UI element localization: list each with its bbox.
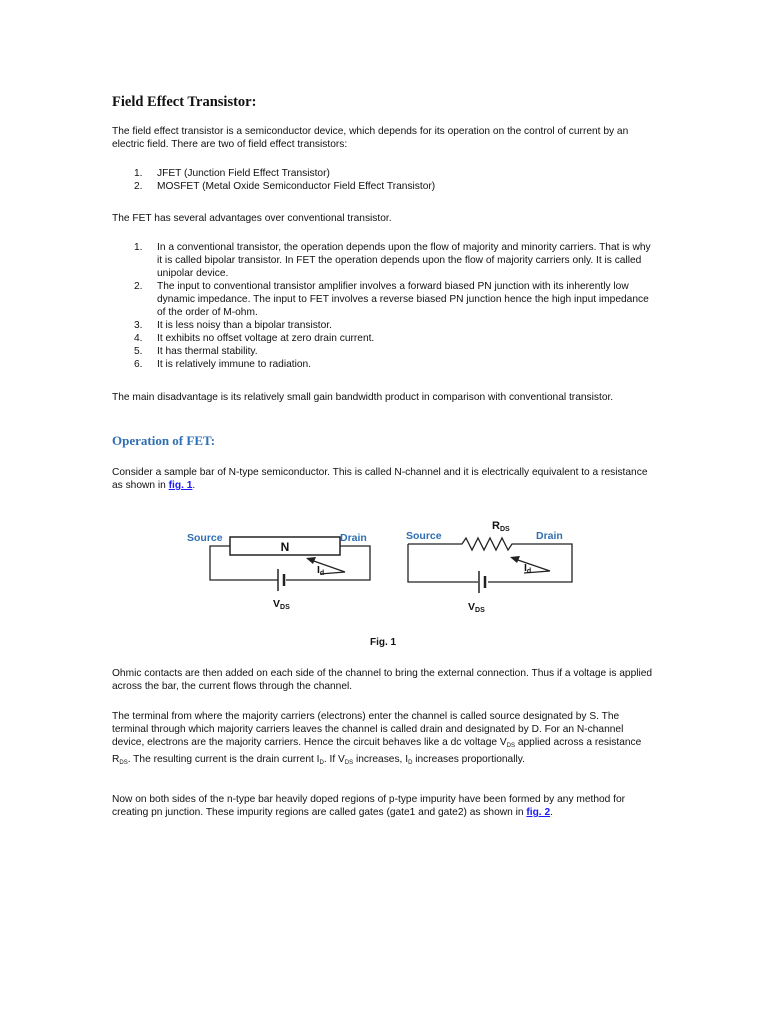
text-span: . If V <box>323 754 345 765</box>
text-span: . <box>192 480 196 491</box>
text-span: The terminal from where the majority carriers (electrons) enter the channel is called source designated by S. The terminal through which majority carriers leaves the channel is called drain and designated by D. For an N-channel device, electrons are the majority carriers. Hence the circuit behaves like a dc voltage V <box>112 711 624 748</box>
gates-paragraph <box>112 793 657 819</box>
fig1-link[interactable]: fig. 1 <box>168 480 193 491</box>
fig1-caption: Fig. 1 <box>370 637 397 648</box>
list-number: 4. <box>134 333 143 344</box>
list-text: It is less noisy than a bipolar transistor. <box>157 320 332 331</box>
list-number: 6. <box>134 359 143 370</box>
fig1-diagram <box>180 512 580 617</box>
list-number: 3. <box>134 320 143 331</box>
list-item <box>112 167 657 180</box>
ohmic-paragraph: Ohmic contacts are then added on each side of the channel to bring the external connection. Thus if a voltage is applied across the bar, the current flows through the channel. <box>112 668 653 692</box>
fig2-link[interactable]: fig. 2 <box>526 807 551 818</box>
page-title: Field Effect Transistor: <box>112 94 257 110</box>
subscript: DS <box>506 743 516 749</box>
list-item <box>112 241 657 280</box>
disadvantage-paragraph: The main disadvantage is its relatively small gain bandwidth product in comparison with conventional transistor. <box>112 392 614 403</box>
drain-label: Drain <box>340 532 367 544</box>
operation-paragraph <box>112 466 657 492</box>
arrow-head <box>510 556 520 563</box>
list-item <box>112 180 657 193</box>
list-item <box>112 345 657 358</box>
vds-label: VDS <box>468 601 485 614</box>
wire-left <box>408 544 478 582</box>
source-label: Source <box>187 532 223 544</box>
list-text: It is relatively immune to radiation. <box>157 359 312 370</box>
list-number: 2. <box>134 281 143 292</box>
list-text: In a conventional transistor, the operation depends upon the flow of majority and minority carriers. That is why it is called bipolar transistor. In FET the operation depends upon the flow of majority carriers only. It is called unipolar device. <box>157 242 651 279</box>
list-item <box>112 280 657 319</box>
list-number: 1. <box>134 168 143 179</box>
current-label: Id <box>524 562 532 575</box>
list-item <box>112 332 657 345</box>
terminal-paragraph <box>112 710 657 770</box>
text-span: . <box>550 807 553 818</box>
fet-types-list <box>112 167 657 193</box>
list-item <box>112 358 657 371</box>
list-text: JFET (Junction Field Effect Transistor) <box>157 168 330 179</box>
arrow-head <box>306 557 316 564</box>
text-span: . The resulting current is the drain current I <box>127 754 320 765</box>
intro-paragraph: The field effect transistor is a semiconductor device, which depends for its operation on the control of current by an electric field. There are two of field effect transistors: <box>112 126 629 150</box>
resistor-circuit <box>406 520 572 614</box>
current-label: Id <box>317 564 325 577</box>
subscript: D <box>408 760 413 766</box>
source-label: Source <box>406 530 442 542</box>
n-label: N <box>280 540 290 554</box>
list-item <box>112 319 657 332</box>
list-number: 2. <box>134 181 143 192</box>
resistor-wire <box>408 538 572 582</box>
n-channel-circuit <box>187 532 370 611</box>
text-span: Consider a sample bar of N-type semiconductor. This is called N-channel and it is electrically equivalent to a resistance as shown in <box>112 467 648 491</box>
text-span: Now on both sides of the n-type bar heavily doped regions of p-type impurity have been formed by any method for creating pn junction. These impurity regions are called gates (gate1 and gate2) as shown in <box>112 794 626 818</box>
list-text: It has thermal stability. <box>157 346 258 357</box>
list-text: It exhibits no offset voltage at zero drain current. <box>157 333 375 344</box>
list-text: The input to conventional transistor amplifier involves a forward biased PN junction with its inherently low dynamic impedance. The input to FET involves a reverse biased PN junction hence the high input impedance of the order of M-ohm. <box>157 281 649 318</box>
text-span: applied across a resistance R <box>112 737 642 765</box>
operation-heading: Operation of FET: <box>112 433 216 448</box>
list-text: MOSFET (Metal Oxide Semiconductor Field Effect Transistor) <box>157 181 436 192</box>
subscript: DS <box>119 760 128 766</box>
drain-label: Drain <box>536 530 563 542</box>
advantages-list <box>112 241 657 371</box>
text-span: increases, I <box>353 754 409 765</box>
text-span: increases proportionally. <box>412 754 525 765</box>
rds-label: RDS <box>492 520 510 533</box>
subscript: DS <box>344 760 354 766</box>
advantages-intro: The FET has several advantages over conventional transistor. <box>112 213 392 224</box>
list-number: 1. <box>134 242 143 253</box>
vds-label: VDS <box>273 598 290 611</box>
list-number: 5. <box>134 346 143 357</box>
subscript: D <box>319 760 324 766</box>
